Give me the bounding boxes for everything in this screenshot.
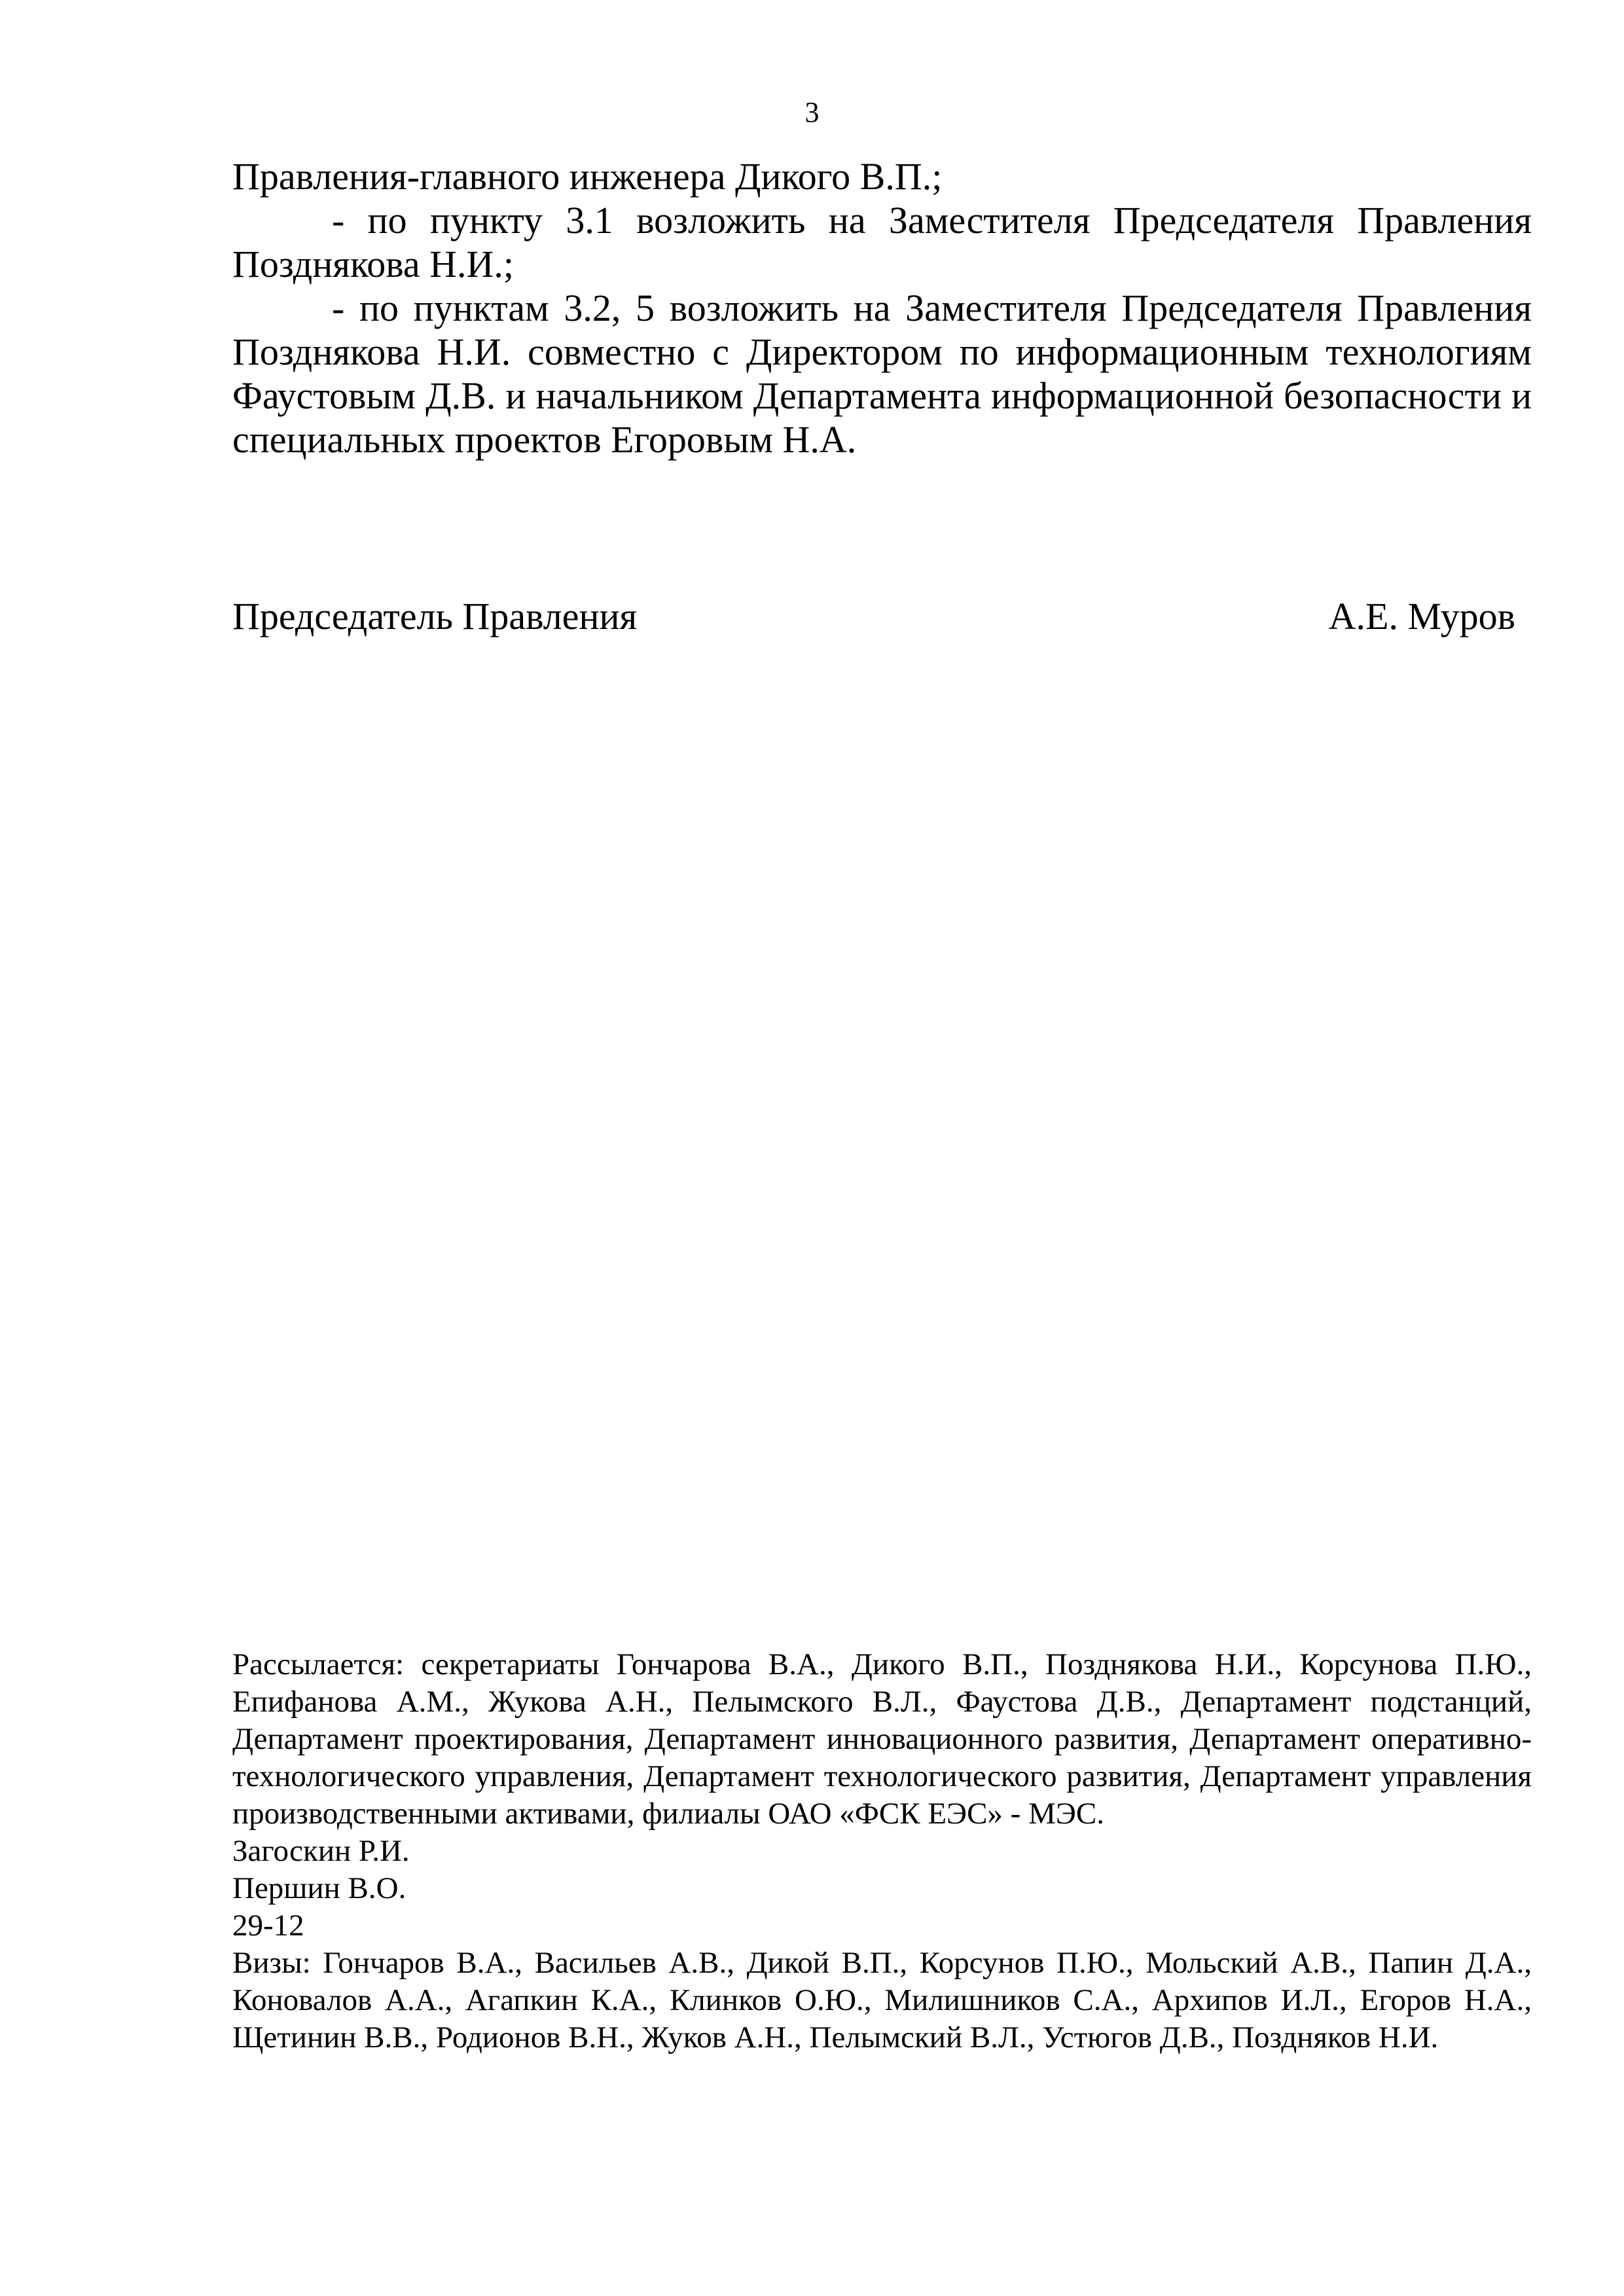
body-paragraph-2: - по пункту 3.1 возложить на Заместителя Председателя Правления Позднякова Н.И.; bbox=[232, 199, 1532, 285]
body-paragraph-1: Правления-главного инженера Дикого В.П.; bbox=[232, 155, 943, 198]
executor-phone: 29-12 bbox=[232, 1909, 304, 1943]
page-number: 3 bbox=[804, 96, 820, 128]
signature-block bbox=[232, 594, 1515, 638]
document-footer bbox=[232, 1646, 1532, 2056]
executor-1: Загоскин Р.И. bbox=[232, 1834, 410, 1868]
body-paragraph-3: - по пунктам 3.2, 5 возложить на Заместителя Председателя Правления Позднякова Н.И. совместно с Директором по информационным технологиям Фаустовым Д.В. и начальником Департамента информационной безопасности и специальных проектов Егоровым Н.А. bbox=[232, 287, 1532, 461]
visas-list: Визы: Гончаров В.А., Васильев А.В., Дикой В.П., Корсунов П.Ю., Мольский А.В., Папин Д.А., Коновалов А.А., Агапкин К.А., Клинков О.Ю., Милишников С.А., Архипов И.Л., Егоров Н.А., Щетинин В.В., Родионов В.Н., Жуков А.Н., Пелымский В.Л., Устюгов Д.В., Поздняков Н.И. bbox=[232, 1946, 1532, 2054]
distribution-list: Рассылается: секретариаты Гончарова В.А., Дикого В.П., Позднякова Н.И., Корсунова П.Ю., Епифанова А.М., Жукова А.Н., Пелымского В.Л., Фаустова Д.В., Департамент подстанций, Департамент проектирования, Департамент инновационного развития, Департамент оперативно-технологического управления, Департамент технологического развития, Департамент управления производственными активами, филиалы ОАО «ФСК ЕЭС» - МЭС. bbox=[232, 1647, 1532, 1831]
signatory-name: А.Е. Муров bbox=[1328, 595, 1515, 637]
order-body bbox=[232, 154, 1532, 461]
executor-2: Першин В.О. bbox=[232, 1871, 406, 1905]
signatory-title: Председатель Правления bbox=[232, 595, 638, 637]
